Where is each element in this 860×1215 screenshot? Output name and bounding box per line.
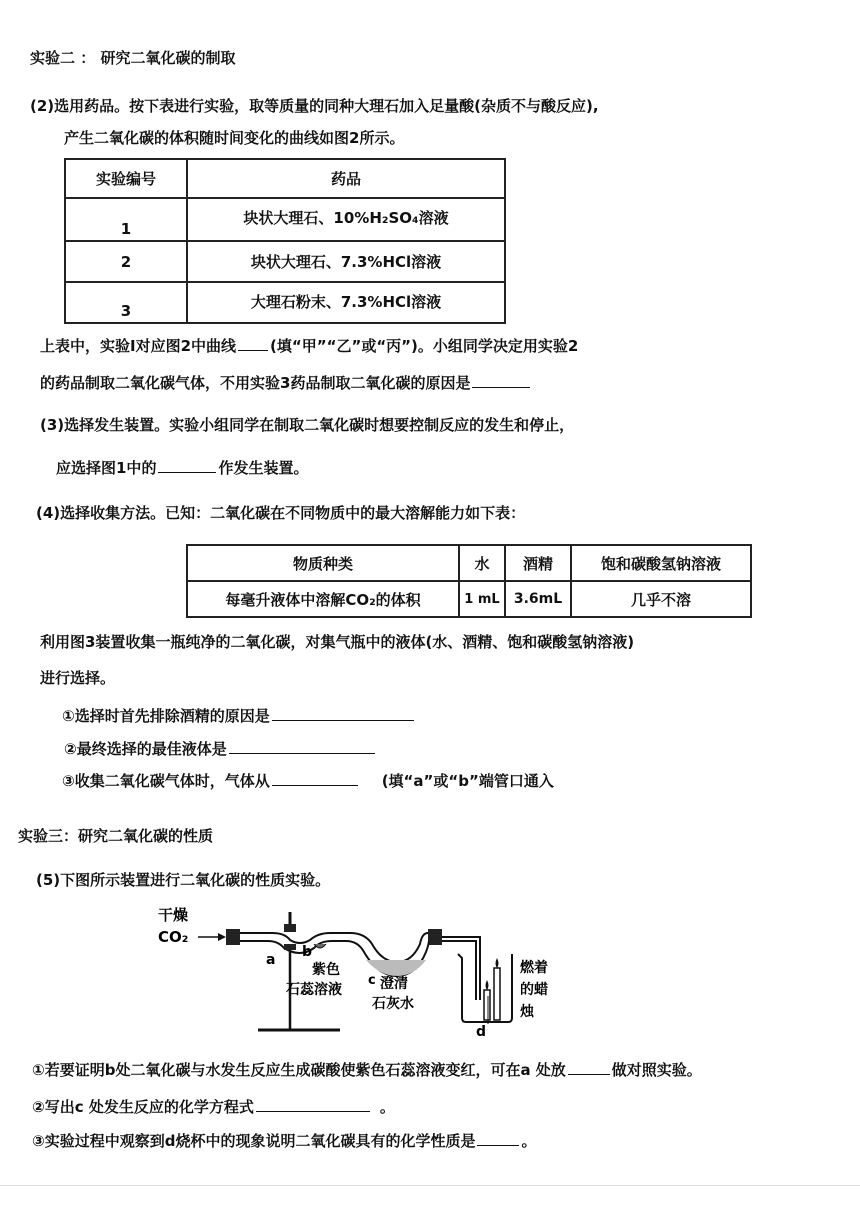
label-lime-1: 澄清	[380, 976, 408, 992]
label-d: d	[476, 1024, 487, 1040]
clamp-top	[284, 924, 296, 932]
answer-blank[interactable]	[229, 739, 375, 754]
left-stopper	[226, 929, 240, 945]
reagent-table	[64, 158, 506, 324]
beaker-d	[458, 954, 512, 1022]
q2-after-table-line2: 的药品制取二氧化碳气体，不用实验3药品制取二氧化碳的原因是	[40, 373, 532, 393]
q3-line1: (3)选择发生装置。实验小组同学在制取二氧化碳时想要控制反应的发生和停止，	[40, 416, 575, 434]
answer-blank[interactable]	[272, 771, 358, 786]
table-row: 2 块状大理石、7.3%HCl溶液	[65, 241, 505, 282]
answer-blank[interactable]	[477, 1131, 519, 1146]
clamp-bottom	[284, 944, 296, 950]
candle-short	[484, 990, 490, 1020]
label-c: c	[368, 973, 376, 988]
q3-line2: 应选择图1中的 作发生装置。	[56, 459, 309, 477]
label-a: a	[266, 952, 276, 968]
label-b: b	[302, 944, 313, 960]
label-lime-2: 石灰水	[372, 996, 414, 1012]
q2-line2: 产生二氧化碳的体积随时间变化的曲线如图2所示。	[64, 129, 405, 147]
answer-blank[interactable]	[472, 373, 530, 388]
q5-sub2: ②写出c 处发生反应的化学方程式 。	[32, 1098, 395, 1116]
label-litmus-2: 石蕊溶液	[286, 982, 342, 998]
solubility-table	[186, 544, 752, 618]
answer-blank[interactable]	[256, 1097, 370, 1112]
q5-line1: (5)下图所示装置进行二氧化碳的性质实验。	[36, 871, 331, 889]
q4-sub1: ①选择时首先排除酒精的原因是	[62, 706, 416, 726]
table-header: 实验编号	[65, 159, 187, 198]
section-title-exp2: 实验二 ： 研究二氧化碳的制取	[30, 49, 236, 67]
q2-after-table-line1: 上表中，实验Ⅰ对应图2中曲线 (填“甲”“乙”或“丙”)。小组同学决定用实验2	[40, 337, 579, 355]
outlet-tube-inner	[442, 941, 476, 1000]
section-title-exp3: 实验三：研究二氧化碳的性质	[18, 827, 214, 845]
label-litmus-1: 紫色	[312, 962, 340, 978]
flame-icon	[496, 958, 499, 968]
q5-sub1: ①若要证明b处二氧化碳与水发生反应生成碳酸使紫色石蕊溶液变红，可在a 处放 做对照实验。	[32, 1061, 702, 1079]
answer-blank[interactable]	[568, 1060, 610, 1075]
label-dry: 干燥	[158, 906, 189, 924]
co2-apparatus-diagram	[150, 900, 570, 1040]
q4-sub2: ②最终选择的最佳液体是	[64, 739, 377, 759]
answer-blank[interactable]	[272, 706, 414, 721]
label-candle-1: 燃着	[520, 960, 548, 976]
table-row: 每毫升液体中溶解CO₂的体积 1 mL 3.6mL 几乎不溶	[187, 581, 751, 617]
answer-blank[interactable]	[238, 336, 268, 351]
q2-line1: (2)选用药品。按下表进行实验，取等质量的同种大理石加入足量酸(杂质不与酸反应),	[30, 97, 599, 115]
q4-sub3: ③收集二氧化碳气体时，气体从 (填“a”或“b”端管口通入	[62, 772, 554, 790]
candle-tall	[494, 968, 500, 1020]
label-co2: CO₂	[158, 928, 189, 946]
answer-blank[interactable]	[158, 458, 216, 473]
table-row: 3 大理石粉末、7.3%HCl溶液	[65, 282, 505, 323]
q5-sub3: ③实验过程中观察到d烧杯中的现象说明二氧化碳具有的化学性质是 。	[32, 1132, 537, 1150]
q4-after-line2: 进行选择。	[40, 669, 116, 687]
q4-line1: (4)选择收集方法。已知：二氧化碳在不同物质中的最大溶解能力如下表：	[36, 504, 526, 522]
right-stopper	[428, 929, 442, 945]
page-bottom-divider	[0, 1185, 860, 1186]
table-row: 1 块状大理石、10%H₂SO₄溶液	[65, 198, 505, 241]
label-candle-3: 烛	[520, 1004, 534, 1020]
table-row: 物质种类 水 酒精 饱和碳酸氢钠溶液	[187, 545, 751, 581]
flame-icon	[486, 980, 489, 990]
label-candle-2: 的蜡	[520, 982, 548, 998]
table-header: 药品	[187, 159, 505, 198]
arrow-head-icon	[218, 933, 226, 941]
q4-after-line1: 利用图3装置收集一瓶纯净的二氧化碳，对集气瓶中的液体(水、酒精、饱和碳酸氢钠溶液)	[40, 633, 635, 651]
